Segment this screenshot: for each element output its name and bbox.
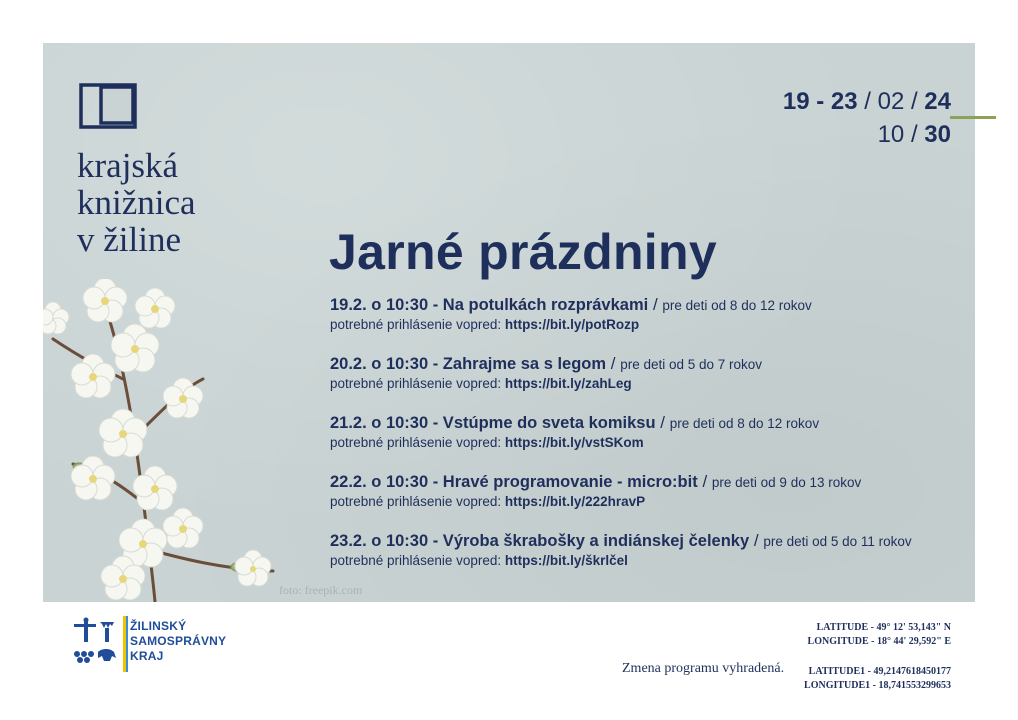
library-logo-icon: [79, 83, 137, 129]
date-line: [783, 85, 951, 118]
event-name: 23.2. o 10:30 - Výroba škrabošky a indiánskej čelenky: [330, 532, 750, 550]
list-item: [330, 472, 970, 510]
region-name-line: KRAJ: [130, 649, 164, 663]
date-dash: -: [809, 88, 831, 115]
event-name: 21.2. o 10:30 - Vstúpme do sveta komiksu: [330, 414, 656, 432]
list-item: [330, 295, 970, 333]
event-age: pre deti od 8 do 12 rokov: [669, 416, 820, 431]
accent-line: [950, 116, 996, 119]
poster-panel: [43, 43, 975, 602]
registration-link[interactable]: https://bit.ly/vstSKom: [504, 435, 644, 450]
registration-label: potrebné prihlásenie vopred:: [330, 435, 505, 450]
program-change-notice: Zmena programu vyhradená.: [622, 661, 785, 676]
list-item: [330, 531, 970, 569]
event-list: [330, 295, 970, 590]
separator: /: [655, 413, 670, 432]
registration-label: potrebné prihlásenie vopred:: [330, 376, 505, 391]
event-age: pre deti od 5 do 11 rokov: [763, 534, 912, 549]
separator: /: [697, 472, 712, 491]
region-name-line: SAMOSPRÁVNY: [130, 634, 227, 648]
event-title: Jarné prázdniny: [329, 224, 717, 280]
registration-label: potrebné prihlásenie vopred:: [330, 317, 505, 332]
time-minutes: 30: [924, 121, 951, 148]
registration-link[interactable]: https://bit.ly/potRozp: [504, 317, 640, 332]
library-name-line: v žiline: [77, 220, 181, 259]
region-name-line: ŽILINSKÝ: [130, 619, 187, 633]
photo-credit: foto: freepik.com: [279, 583, 363, 597]
list-item: [330, 413, 970, 451]
separator: /: [749, 531, 764, 550]
event-name: 22.2. o 10:30 - Hravé programovanie - micro:bit: [330, 473, 698, 491]
latitude: LATITUDE - 49° 12' 53,143" N: [816, 622, 951, 633]
time-separator: /: [904, 121, 925, 148]
date-end: 23: [830, 88, 858, 115]
library-name: [77, 147, 196, 258]
event-age: pre deti od 9 do 13 rokov: [711, 475, 862, 490]
region-divider: [126, 616, 128, 672]
separator: /: [648, 295, 663, 314]
event-name: 20.2. o 10:30 - Zahrajme sa s legom: [330, 355, 607, 373]
library-name-line: krajská: [77, 146, 179, 185]
gps-coordinates: [804, 621, 951, 693]
registration-link[interactable]: https://bit.ly/škrlčel: [504, 553, 628, 568]
registration-label: potrebné prihlásenie vopred:: [330, 494, 505, 509]
date-time-block: [783, 85, 951, 151]
library-name-line: knižnica: [77, 183, 196, 222]
registration-link[interactable]: https://bit.ly/zahLeg: [504, 376, 632, 391]
event-age: pre deti od 8 do 12 rokov: [662, 298, 812, 313]
time-hour: 10: [877, 121, 905, 148]
latitude-decimal: LATITUDE1 - 49,2147618450177: [808, 666, 951, 677]
registration-label: potrebné prihlásenie vopred:: [330, 553, 505, 568]
separator: /: [606, 354, 621, 373]
longitude-decimal: LONGITUDE1 - 18,741553299653: [804, 680, 951, 691]
region-name: [130, 619, 226, 664]
date-year: 24: [924, 88, 951, 115]
event-age: pre deti od 5 do 7 rokov: [620, 357, 763, 372]
date-start: 19: [782, 88, 810, 115]
list-item: [330, 354, 970, 392]
date-month: / 02 /: [857, 88, 925, 115]
cherry-blossom-image: [43, 279, 293, 602]
time-line: [783, 118, 951, 151]
longitude: LONGITUDE - 18° 44' 29,592" E: [807, 636, 951, 647]
registration-link[interactable]: https://bit.ly/222hravP: [504, 494, 646, 509]
event-name: 19.2. o 10:30 - Na potulkách rozprávkami: [330, 296, 649, 314]
